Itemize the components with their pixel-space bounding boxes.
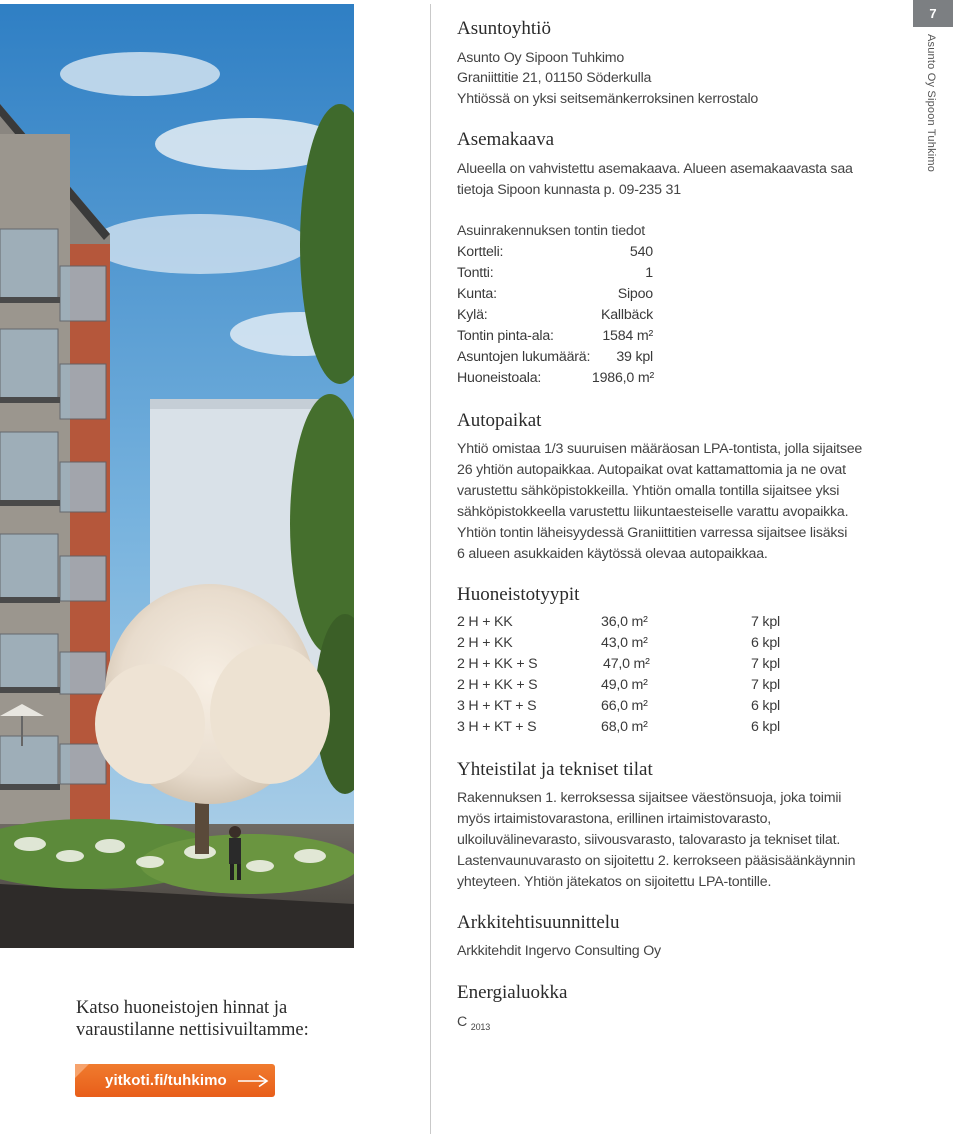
apartment-type: 2 H + KK: [457, 614, 513, 630]
running-head: Asunto Oy Sipoon Tuhkimo: [925, 34, 937, 173]
website-link-button[interactable]: [75, 1064, 275, 1097]
apartment-count: 7 kpl: [751, 614, 780, 630]
table-row: [457, 677, 797, 698]
architect-name: Arkkitehdit Ingervo Consulting Oy: [457, 943, 661, 959]
apartment-count: 6 kpl: [751, 635, 780, 651]
asemakaava-text-line: Alueella on vahvistettu asemakaava. Alueen asemakaavasta saa: [457, 161, 853, 177]
parking-text-line: sähköpistokkeella varustettu liikuntaesteiselle varattu avopaikka.: [457, 504, 849, 520]
plot-info-row: [0, 349, 960, 370]
energy-class-letter: C: [457, 1014, 468, 1030]
facilities-text-line: ulkoiluvälinevarasto, siivousvarasto, talovarasto ja tekniset tilat.: [457, 832, 841, 848]
apartment-area: 49,0 m²: [601, 677, 648, 693]
plot-info-row: [0, 370, 960, 391]
callout-line: varaustilanne nettisivuiltamme:: [76, 1020, 309, 1040]
apartment-type: 3 H + KT + S: [457, 698, 537, 714]
parking-text-line: 6 alueen asukkaiden käytössä olevaa autopaikkaa.: [457, 546, 768, 562]
parking-text-line: 26 yhtiön autopaikkaa. Autopaikat ovat kattamattomia ja ne ovat: [457, 462, 846, 478]
plot-info-label: Kunta:: [457, 286, 497, 302]
apartment-count: 6 kpl: [751, 698, 780, 714]
page-number: 7: [913, 0, 953, 27]
apartment-type: 2 H + KK: [457, 635, 513, 651]
plot-info-value: 1584 m²: [602, 328, 653, 344]
company-name: Asunto Oy Sipoon Tuhkimo: [457, 50, 625, 66]
plot-info-title: Asuinrakennuksen tontin tiedot: [457, 223, 646, 239]
plot-info-value: 1986,0 m²: [591, 370, 654, 386]
arrow-right-icon: [237, 1074, 269, 1088]
plot-info-row: [0, 244, 960, 265]
apartment-area: 68,0 m²: [601, 719, 648, 735]
plot-info-value: Sipoo: [617, 286, 653, 302]
plot-info-label: Asuntojen lukumäärä:: [457, 349, 591, 365]
column-divider: [430, 4, 431, 1134]
table-row: [457, 719, 797, 740]
heading-asemakaava: Asemakaava: [457, 129, 555, 150]
plot-info-row: [0, 265, 960, 286]
plot-info-label: Kortteli:: [457, 244, 504, 260]
plot-info-label: Huoneistoala:: [457, 370, 542, 386]
table-row: [457, 698, 797, 719]
asemakaava-text-line: tietoja Sipoon kunnasta p. 09-235 31: [457, 182, 681, 198]
plot-info-value: Kallbäck: [600, 307, 653, 323]
parking-text-line: Yhtiön tontin läheisyydessä Graniittitien varressa sijaitsee lisäksi: [457, 525, 848, 541]
heading-huoneistotyypit: Huoneistotyypit: [457, 584, 580, 605]
energy-class-year: 2013: [470, 1021, 491, 1032]
heading-arkkitehtisuunnittelu: Arkkitehtisuunnittelu: [457, 912, 620, 933]
building-rendering-image: [0, 4, 354, 948]
corner-fold-icon: [75, 1064, 89, 1078]
callout-line: Katso huoneistojen hinnat ja: [76, 998, 288, 1018]
table-row: [457, 614, 797, 635]
apartment-area: 66,0 m²: [601, 698, 648, 714]
apartment-area: 43,0 m²: [601, 635, 648, 651]
apartment-type: 3 H + KT + S: [457, 719, 537, 735]
plot-info-label: Tontti:: [457, 265, 494, 281]
plot-info-label: Tontin pinta-ala:: [457, 328, 554, 344]
apartment-type: 2 H + KK + S: [457, 677, 538, 693]
plot-info-row: [0, 328, 960, 349]
plot-info-value: 1: [645, 265, 653, 281]
plot-info-row: [0, 286, 960, 307]
plot-info-label: Kylä:: [457, 307, 488, 323]
website-link-label: yitkoti.fi/tuhkimo: [105, 1072, 227, 1089]
facilities-text-line: Rakennuksen 1. kerroksessa sijaitsee väestönsuoja, joka toimii: [457, 790, 842, 806]
apartment-count: 6 kpl: [751, 719, 780, 735]
company-address: Graniittitie 21, 01150 Söderkulla: [457, 70, 652, 86]
apartment-count: 7 kpl: [751, 656, 780, 672]
energy-class: [457, 1014, 490, 1032]
heading-energialuokka: Energialuokka: [457, 982, 568, 1003]
apartment-area: 36,0 m²: [601, 614, 648, 630]
heading-asuntoyhtio: Asuntoyhtiö: [457, 18, 551, 39]
table-row: [457, 656, 797, 677]
table-row: [457, 635, 797, 656]
apartment-type: 2 H + KK + S: [457, 656, 538, 672]
price-info-callout: [76, 997, 366, 1041]
plot-info-row: [0, 307, 960, 328]
plot-info-value: 540: [629, 244, 653, 260]
facilities-text-line: Lastenvaunuvarasto on sijoitettu 2. kerrokseen pääsisäänkäynnin: [457, 853, 856, 869]
facilities-text-line: yhteyteen. Yhtiön jätekatos on sijoitettu LPA-tontille.: [457, 874, 772, 890]
apartment-count: 7 kpl: [751, 677, 780, 693]
heading-autopaikat: Autopaikat: [457, 410, 542, 431]
plot-info-value: 39 kpl: [616, 349, 653, 365]
parking-text-line: varustettu sähköpistokkeilla. Yhtiön omalla tontilla sijaitsee yksi: [457, 483, 840, 499]
facilities-text-line: myös irtaimistovarastona, erillinen irtaimistovarasto,: [457, 811, 772, 827]
apartment-area: 47,0 m²: [603, 656, 650, 672]
heading-yhteistilat: Yhteistilat ja tekniset tilat: [457, 759, 653, 780]
parking-text-line: Yhtiö omistaa 1/3 suuruisen määräosan LPA-tontista, jolla sijaitsee: [457, 441, 863, 457]
company-description: Yhtiössä on yksi seitsemänkerroksinen kerrostalo: [457, 91, 759, 107]
